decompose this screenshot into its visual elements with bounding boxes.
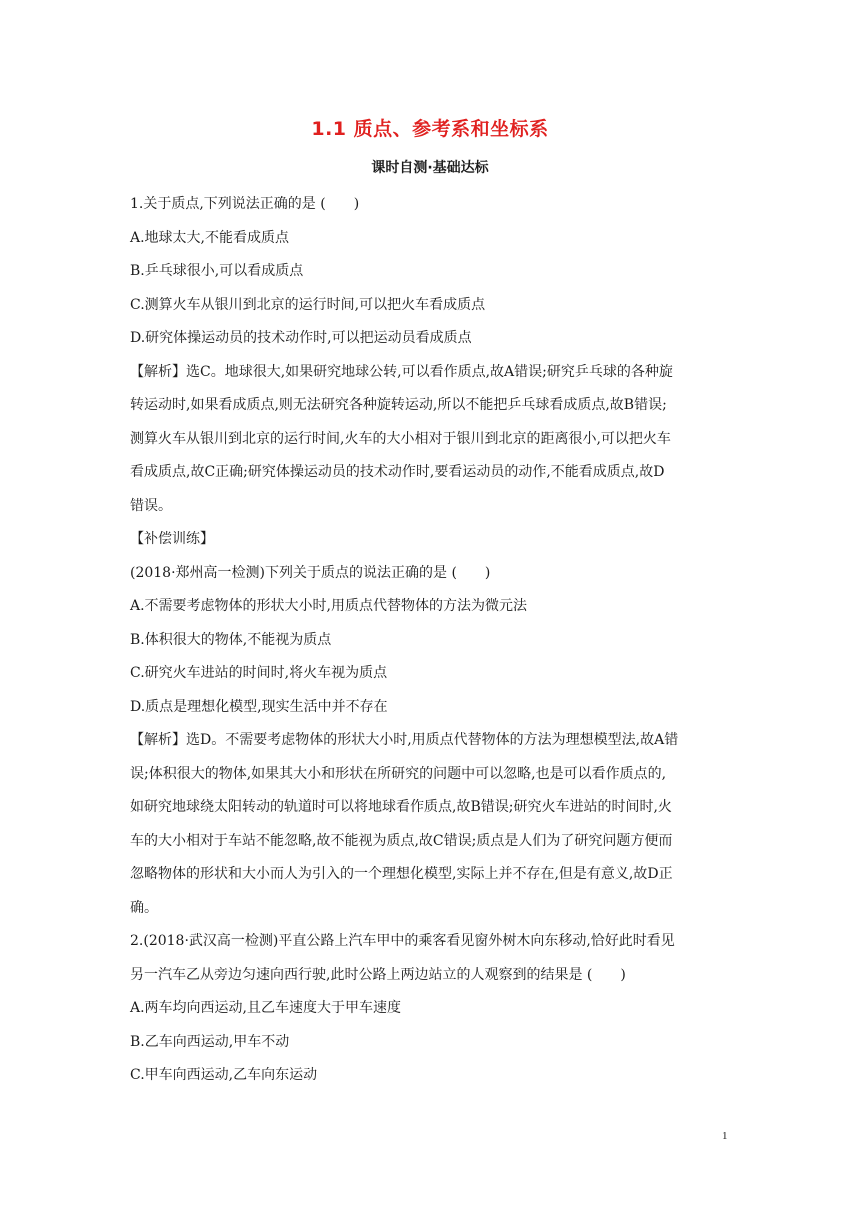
option-d: D.研究体操运动员的技术动作时,可以把运动员看成质点	[130, 330, 472, 346]
question-stem: 另一汽车乙从旁边匀速向西行驶,此时公路上两边站立的人观察到的结果是 ( )	[130, 966, 626, 983]
option-c: C.测算火车从银川到北京的运行时间,可以把火车看成质点	[130, 296, 486, 313]
analysis-line: 车的大小相对于车站不能忽略,故不能视为质点,故C错误;质点是人们为了研究问题方便而	[130, 832, 673, 849]
analysis-line: 如研究地球绕太阳转动的轨道时可以将地球看作质点,故B错误;研究火车进站的时间时,火	[130, 799, 672, 815]
analysis-line: 测算火车从银川到北京的运行时间,火车的大小相对于银川到北京的距离很小,可以把火车	[130, 430, 671, 447]
analysis-line: 看成质点,故C正确;研究体操运动员的技术动作时,要看运动员的动作,不能看成质点,故D	[130, 464, 665, 480]
option-a: A.不需要考虑物体的形状大小时,用质点代替物体的方法为微元法	[130, 598, 528, 614]
option-c: C.甲车向西运动,乙车向东运动	[130, 1067, 318, 1083]
analysis-line: 忽略物体的形状和大小而人为引入的一个理想化模型,实际上并不存在,但是有意义,故D正	[130, 866, 673, 882]
supplement-exercise	[130, 523, 734, 925]
supplement-heading: 【补偿训练】	[130, 531, 214, 547]
option-d: D.质点是理想化模型,现实生活中并不存在	[130, 698, 388, 715]
question-stem: (2018·郑州高一检测)下列关于质点的说法正确的是 ( )	[130, 564, 491, 581]
analysis-line: 误;体积很大的物体,如果其大小和形状在所研究的问题中可以忽略,也是可以看作质点的,	[130, 765, 667, 782]
document-body	[130, 188, 734, 1093]
section-subtitle: 课时自测·基础达标	[371, 160, 489, 176]
question-2	[130, 925, 734, 1093]
analysis-line: 确。	[130, 899, 158, 916]
option-b: B.乙车向西运动,甲车不动	[130, 1033, 290, 1050]
page-title: 1.1 质点、参考系和坐标系	[311, 118, 549, 140]
option-a: A.两车均向西运动,且乙车速度大于甲车速度	[130, 1000, 402, 1016]
option-a: A.地球太大,不能看成质点	[130, 229, 290, 246]
analysis-line: 【解析】选C。地球很大,如果研究地球公转,可以看作质点,故A错误;研究乒乓球的各种旋	[130, 363, 673, 380]
analysis-line: 错误。	[130, 497, 172, 514]
analysis-block	[130, 356, 734, 524]
option-b: B.体积很大的物体,不能视为质点	[130, 631, 332, 648]
option-b: B.乒乓球很小,可以看成质点	[130, 263, 304, 279]
analysis-line: 【解析】选D。不需要考虑物体的形状大小时,用质点代替物体的方法为理想模型法,故A错	[130, 732, 679, 748]
analysis-block	[130, 724, 734, 925]
option-c: C.研究火车进站的时间时,将火车视为质点	[130, 665, 388, 681]
question-stem: 1.关于质点,下列说法正确的是 ( )	[130, 196, 360, 212]
question-1	[130, 188, 734, 523]
page-number: 1	[722, 1130, 728, 1142]
question-stem: 2.(2018·武汉高一检测)平直公路上汽车甲中的乘客看见窗外树木向东移动,恰好此时看见	[130, 933, 675, 949]
analysis-line: 转运动时,如果看成质点,则无法研究各种旋转运动,所以不能把乒乓球看成质点,故B错误;	[130, 397, 667, 413]
